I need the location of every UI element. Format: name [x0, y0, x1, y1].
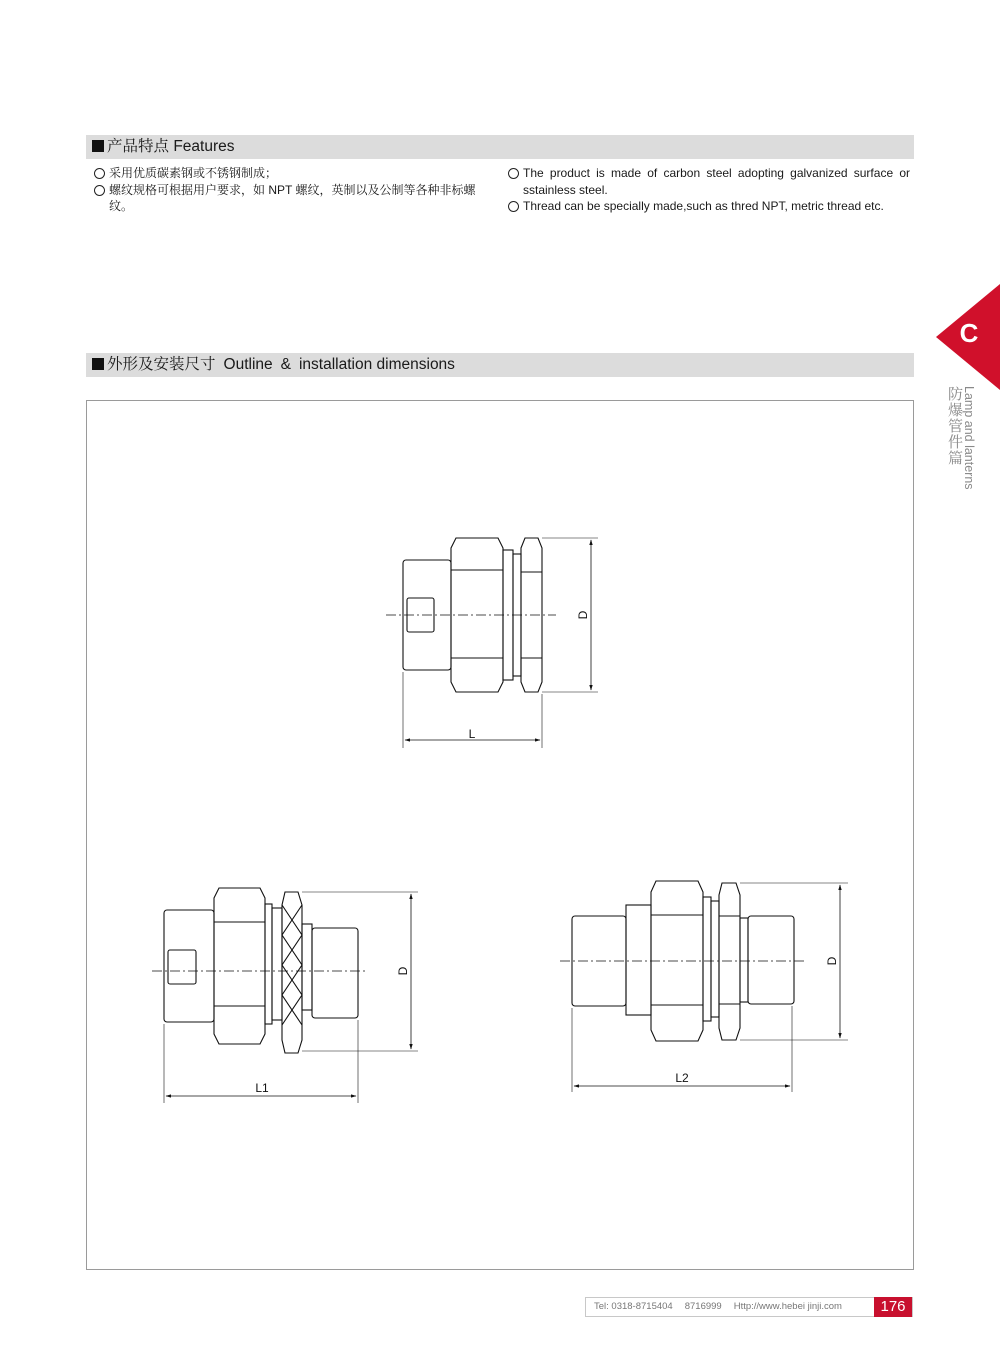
dimensions-heading-en: Outline [223, 356, 273, 373]
technical-drawings [86, 400, 914, 1270]
footer-tel2: 8716999 [684, 1301, 722, 1312]
features-list-en [506, 165, 910, 215]
dimension-label-l: L [468, 727, 476, 741]
features-heading-cn: 产品特点 [107, 138, 170, 155]
features-list-cn [92, 165, 497, 215]
dimension-label-d: D [825, 956, 839, 966]
bullet-square-icon [92, 140, 104, 152]
dimension-label-d: D [576, 610, 590, 620]
feature-item-cn: 采用优质碳素钢或不锈钢制成； [92, 165, 497, 182]
bullet-square-icon [92, 358, 104, 370]
fitting-drawing-3 [560, 881, 848, 1092]
features-heading [86, 135, 914, 159]
section-title-en: Lamp and lanterns [962, 386, 976, 490]
footer-url: Http://www.hebei jinji.com [733, 1301, 842, 1312]
dimensions-heading-amp: & [280, 356, 291, 373]
page-number: 176 [874, 1297, 912, 1317]
feature-item-cn: 螺纹规格可根据用户要求，如 NPT 螺纹，英制以及公制等各种非标螺纹。 [92, 182, 497, 215]
dimension-label-l1: L1 [255, 1081, 269, 1095]
footer-contact [594, 1301, 854, 1312]
dimensions-heading [86, 353, 914, 377]
footer-tel: Tel: 0318-8715404 [594, 1301, 673, 1312]
dimensions-heading-cn: 外形及安装尺寸 [107, 356, 216, 373]
dimension-label-d: D [396, 966, 410, 976]
fitting-drawing-2 [152, 888, 418, 1103]
feature-item-en: Thread can be specially made,such as thred NPT, metric thread etc. [506, 198, 910, 215]
page-footer [585, 1297, 913, 1317]
section-title-cn: 防爆管件篇 [946, 386, 963, 466]
dimensions-heading-en: installation dimensions [298, 356, 455, 373]
features-heading-en: Features [173, 138, 235, 155]
dimension-label-l2: L2 [675, 1071, 689, 1085]
section-letter: C [959, 318, 979, 348]
feature-item-en: The product is made of carbon steel adopting galvanized surface or sstainless steel. [506, 165, 910, 198]
fitting-drawing-1 [386, 538, 598, 748]
